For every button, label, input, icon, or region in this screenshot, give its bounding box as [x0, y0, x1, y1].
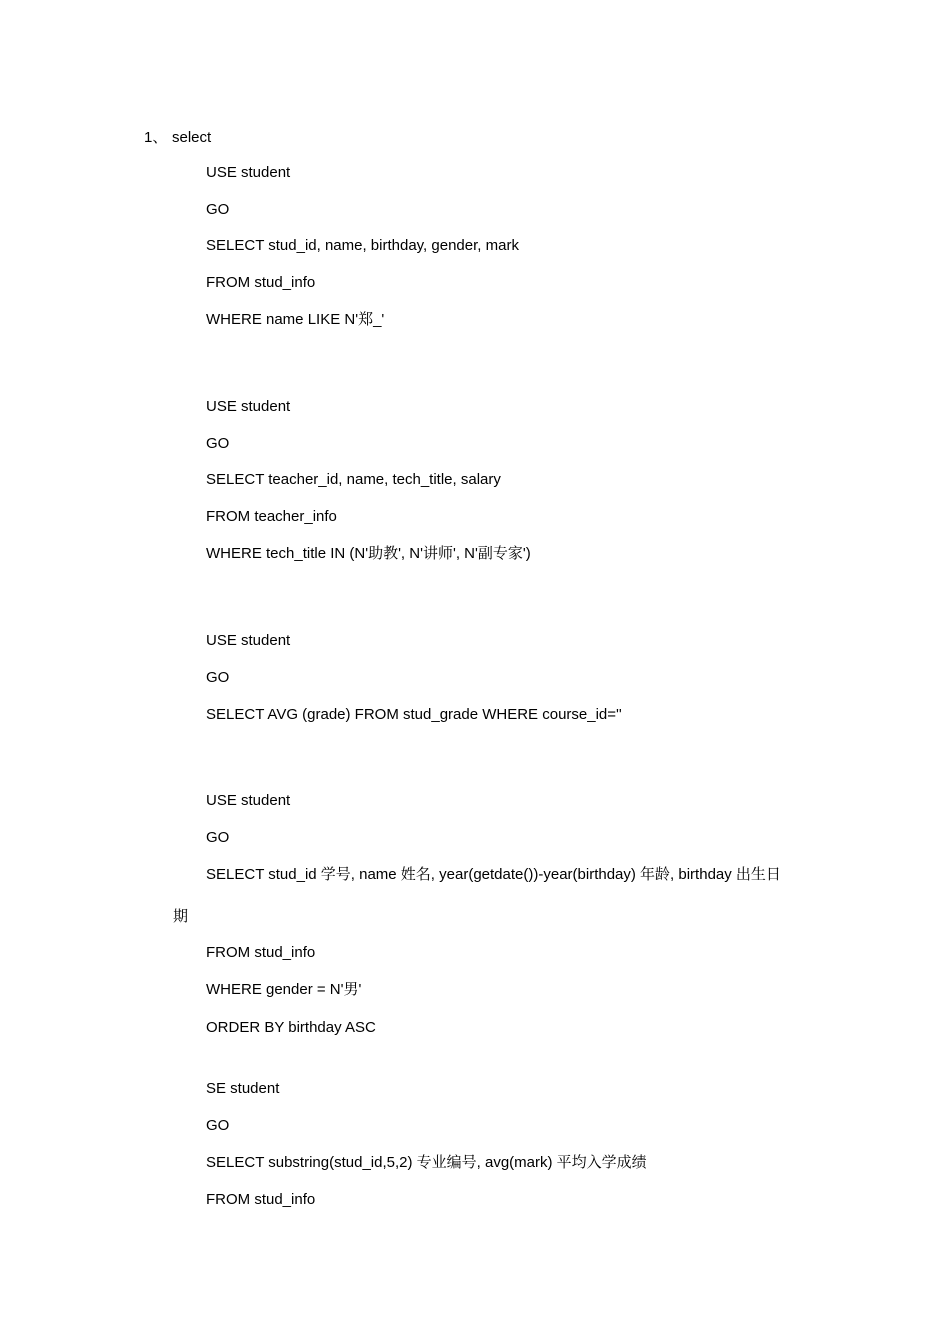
code-line: FROM teacher_info	[206, 508, 337, 525]
code-line: WHERE gender = N'男'	[206, 981, 362, 998]
code-line: FROM stud_info	[206, 944, 316, 961]
code-line: SE student	[206, 1080, 280, 1097]
code-line: USE student	[206, 398, 291, 415]
code-line: GO	[206, 435, 230, 452]
section-number: 1、	[144, 129, 168, 146]
code-line: FROM stud_info	[206, 1191, 316, 1208]
code-line: FROM stud_info	[206, 274, 316, 291]
code-line: GO	[206, 1117, 230, 1134]
code-line: USE student	[206, 164, 291, 181]
code-line: GO	[206, 829, 230, 846]
code-line-continuation: 期	[173, 908, 189, 925]
code-line: USE student	[206, 792, 291, 809]
code-line: ORDER BY birthday ASC	[206, 1019, 376, 1036]
section-heading	[144, 126, 211, 147]
code-line: USE student	[206, 632, 291, 649]
section-title: select	[172, 129, 212, 146]
code-line: GO	[206, 201, 230, 218]
code-line: SELECT teacher_id, name, tech_title, salary	[206, 471, 501, 488]
code-line: SELECT stud_id, name, birthday, gender, mark	[206, 237, 519, 254]
code-line: SELECT stud_id 学号, name 姓名, year(getdate())-year(birthday) 年龄, birthday 出生日	[206, 866, 781, 883]
code-line: SELECT AVG (grade) FROM stud_grade WHERE course_id=''	[206, 706, 622, 723]
code-line: GO	[206, 669, 230, 686]
code-line: WHERE name LIKE N'郑_'	[206, 311, 385, 328]
code-line: WHERE tech_title IN (N'助教', N'讲师', N'副专家')	[206, 545, 531, 562]
code-line: SELECT substring(stud_id,5,2) 专业编号, avg(mark) 平均入学成绩	[206, 1154, 647, 1171]
